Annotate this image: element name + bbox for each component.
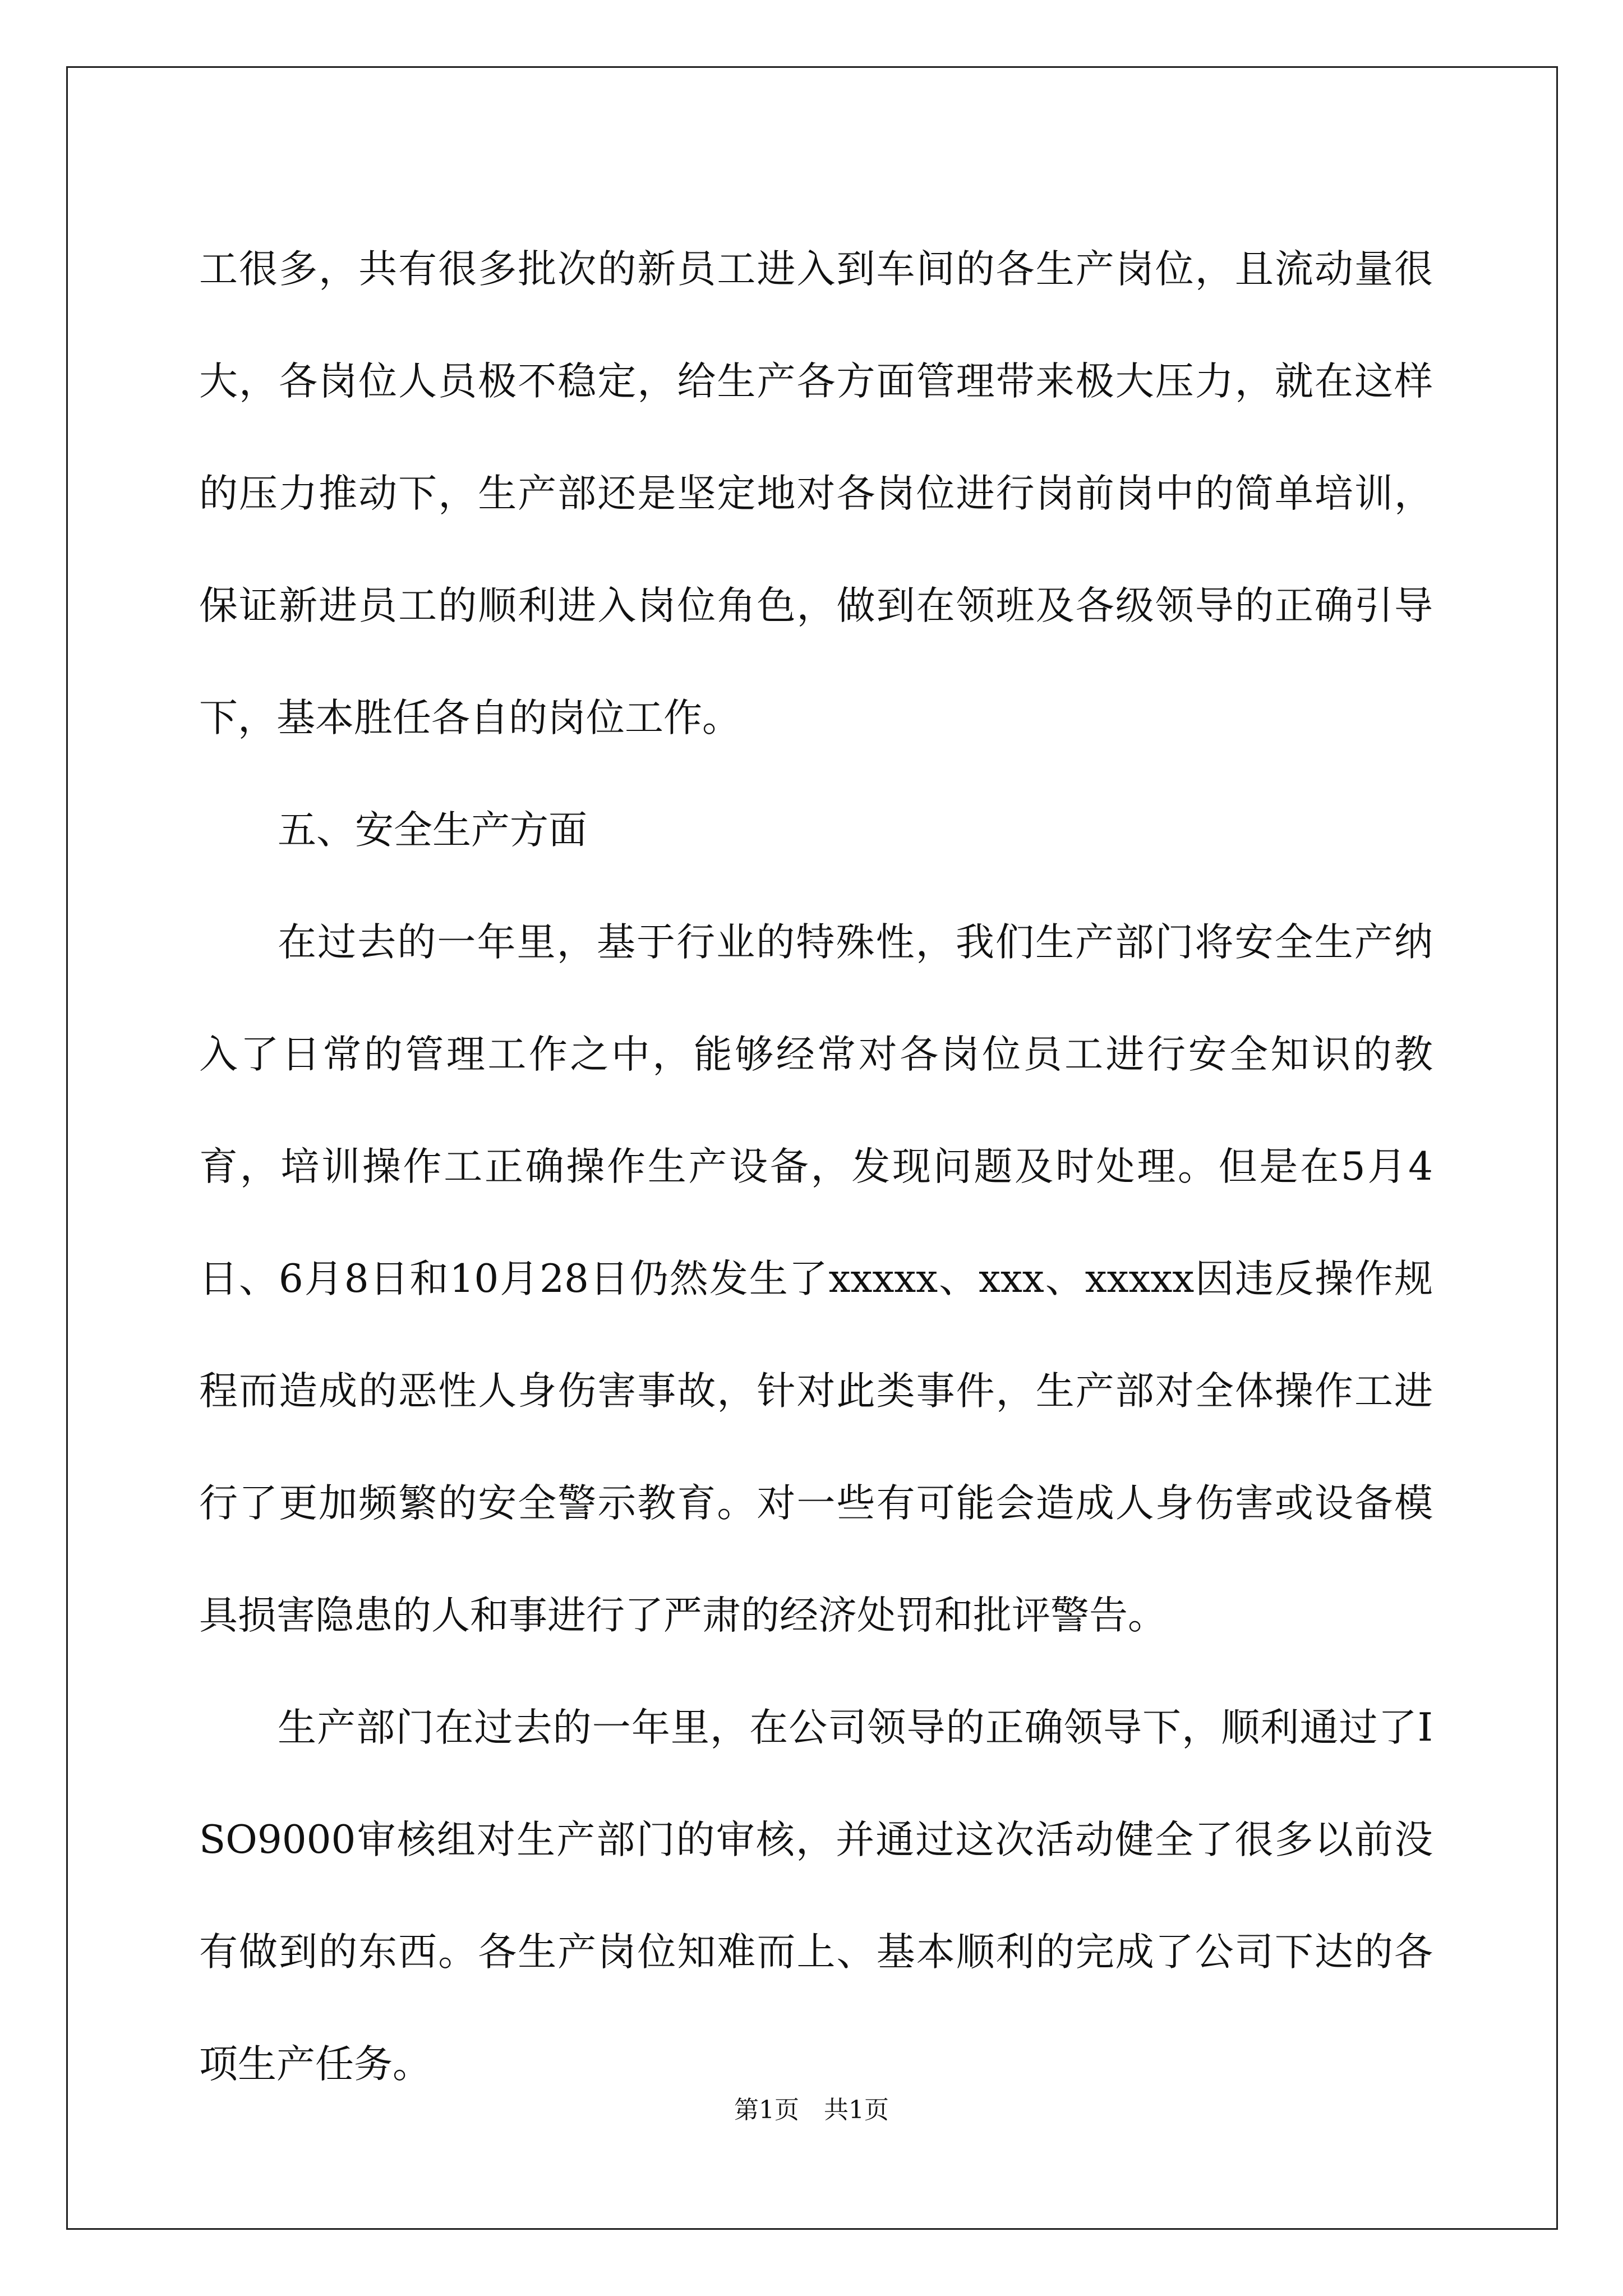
document-body (199, 213, 1433, 2120)
paragraph-summary: 生产部门在过去的一年里，在公司领导的正确领导下，顺利通过了ISO9000审核组对生产部门的审核，并通过这次活动健全了很多以前没有做到的东西。各生产岗位知难而上、基本顺利的完成了公司下达的各项生产任务。 (199, 1705, 1433, 2087)
section-heading-safety: 五、安全生产方面 (278, 808, 587, 853)
paragraph-safety: 在过去的一年里，基于行业的特殊性，我们生产部门将安全生产纳入了日常的管理工作之中，能够经常对各岗位员工进行安全知识的教育，培训操作工正确操作生产设备，发现问题及时处理。但是在5月4日、6月8日和10月28日仍然发生了xxxxx、xxx、xxxxx因违反操作规程而造成的恶性人身伤害事故，针对此类事件，生产部对全体操作工进行了更加频繁的安全警示教育。对一些有可能会造成人身伤害或设备模具损害隐患的人和事进行了严肃的经济处罚和批评警告。 (199, 920, 1433, 1638)
paragraph-continuation: 工很多，共有很多批次的新员工进入到车间的各生产岗位，且流动量很大，各岗位人员极不稳定，给生产各方面管理带来极大压力，就在这样的压力推动下，生产部还是坚定地对各岗位进行岗前岗中的简单培训，保证新进员工的顺利进入岗位角色，做到在领班及各级领导的正确引导下，基本胜任各自的岗位工作。 (199, 247, 1433, 740)
page-footer: 第1页 共1页 (734, 2096, 889, 2124)
